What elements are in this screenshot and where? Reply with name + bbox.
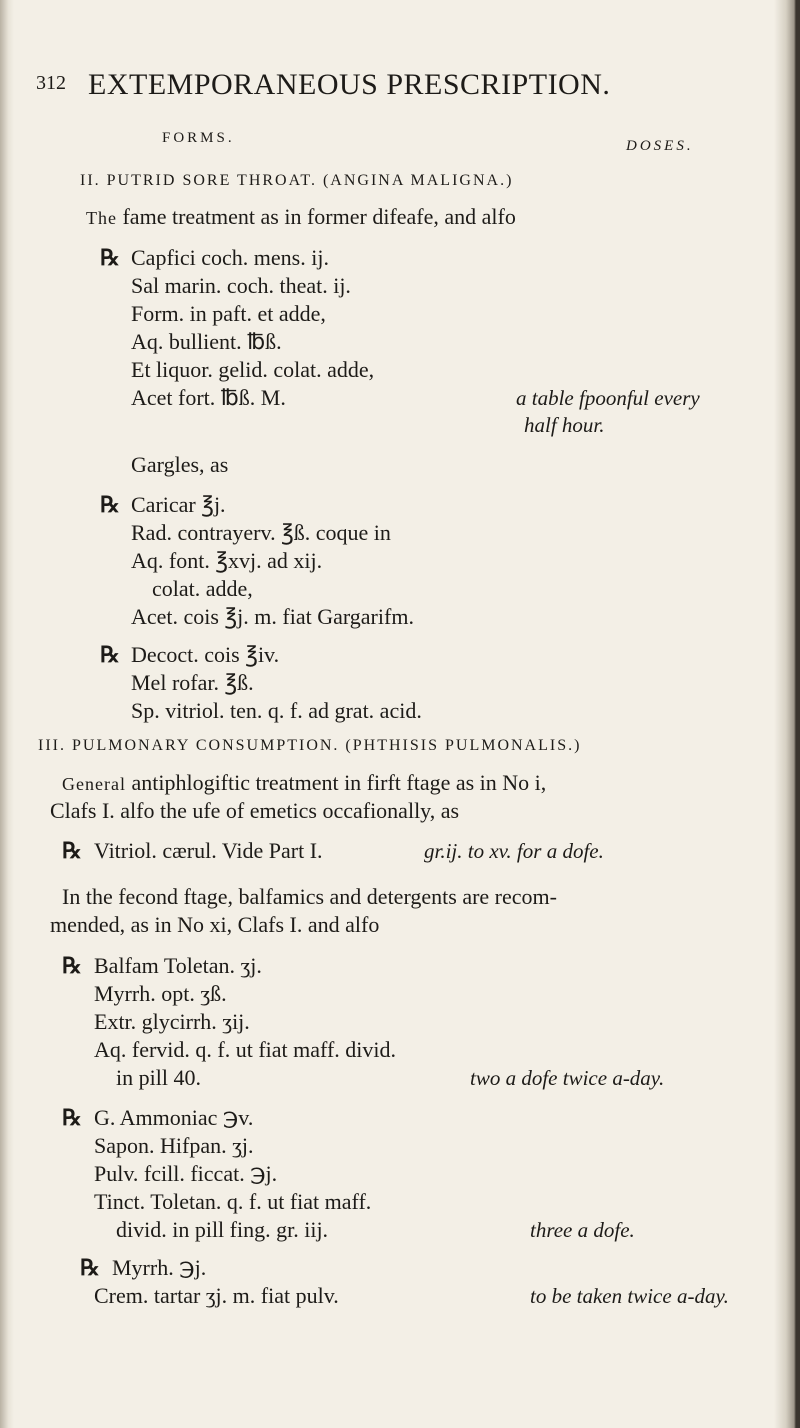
rx1-dose: half hour. (524, 413, 605, 437)
rx5-line: Myrrh. opt. ʒß. (94, 981, 227, 1006)
general-rest: antiphlogiftic treatment in firft ftage as in No i, (125, 770, 547, 795)
rx1-line: Acet fort. ℔ß. M. (131, 385, 286, 410)
recipe-symbol: ℞ (62, 953, 82, 978)
recipe-symbol: ℞ (100, 642, 120, 667)
rx7-dose: to be taken twice a-day. (530, 1284, 729, 1308)
rx4-text: Vitriol. cærul. Vide Part I. (94, 838, 323, 863)
section-iii-general-line2: Clafs I. alfo the ufe of emetics occafionally, as (50, 798, 460, 823)
rx6-line: G. Ammoniac ℈v. (94, 1105, 254, 1130)
section-ii-intro (86, 204, 516, 230)
recipe-symbol: ℞ (80, 1255, 100, 1280)
rx6-line: Tinct. Toletan. q. f. ut fiat maff. (94, 1189, 372, 1214)
rx2-line: Caricar ℥j. (131, 492, 226, 517)
rx6-line: divid. in pill fing. gr. iij. (116, 1217, 329, 1242)
rx6-line: Sapon. Hifpan. ʒj. (94, 1133, 254, 1158)
recipe-symbol: ℞ (100, 245, 120, 270)
page-right-edge (774, 0, 800, 1428)
rx7-line: Myrrh. ℈j. (112, 1255, 207, 1280)
rx1-line: Sal marin. coch. theat. ij. (131, 273, 351, 298)
rx5-line: in pill 40. (116, 1065, 201, 1090)
section-heading-putrid-sore-throat: II. PUTRID SORE THROAT. (ANGINA MALIGNA.) (80, 172, 514, 189)
rx5-line: Aq. fervid. q. f. ut fiat maff. divid. (94, 1037, 397, 1062)
rx3-line: Sp. vitriol. ten. q. f. ad grat. acid. (131, 698, 422, 723)
intro-rest: fame treatment as in former difeafe, and alfo (116, 204, 516, 229)
column-head-forms: FORMS. (162, 130, 235, 146)
rx4-dose: gr.ij. to xv. for a dofe. (424, 839, 604, 863)
section-heading-pulmonary-consumption: III. PULMONARY CONSUMPTION. (PHTHISIS PULMONALIS.) (38, 737, 582, 754)
rx3-line: Mel rofar. ℥ß. (131, 670, 254, 695)
rx7-line: Crem. tartar ʒj. m. fiat pulv. (94, 1283, 339, 1308)
rx5-dose: two a dofe twice a-day. (470, 1066, 665, 1090)
general-lead: General (62, 774, 126, 794)
intro-lead: The (86, 208, 117, 228)
rx6-dose: three a dofe. (530, 1218, 635, 1242)
column-head-doses: DOSES. (626, 138, 694, 154)
rx1-line: Capfici coch. mens. ij. (131, 245, 329, 270)
recipe-symbol: ℞ (62, 838, 82, 863)
page-left-edge (0, 0, 14, 1428)
rx2-line: colat. adde, (152, 576, 253, 601)
rx2-line: Acet. cois ℥j. m. fiat Gargarifm. (131, 604, 414, 629)
rx1-line: Aq. bullient. ℔ß. (131, 329, 282, 354)
rx2-line: Aq. font. ℥xvj. ad xij. (131, 548, 323, 573)
running-head: EXTEMPORANEOUS PRESCRIPTION. (88, 68, 611, 101)
rx2-line: Rad. contrayerv. ℥ß. coque in (131, 520, 391, 545)
second-stage-line: In the fecond ftage, balfamics and detergents are recom- (62, 884, 557, 909)
section-iii-general (62, 770, 546, 796)
rx1-dose: a table fpoonful every (516, 386, 700, 410)
rx3-line: Decoct. cois ℥iv. (131, 642, 280, 667)
rx6-line: Pulv. fcill. ficcat. ℈j. (94, 1161, 278, 1186)
recipe-symbol: ℞ (62, 1105, 82, 1130)
rx1-line: Et liquor. gelid. colat. adde, (131, 357, 375, 382)
second-stage-line: mended, as in No xi, Clafs I. and alfo (50, 912, 380, 937)
rx5-line: Extr. glycirrh. ʒij. (94, 1009, 250, 1034)
page-number: 312 (36, 72, 66, 94)
rx5-line: Balfam Toletan. ʒj. (94, 953, 262, 978)
rx1-line: Form. in paft. et adde, (131, 301, 326, 326)
gargles-label: Gargles, as (131, 452, 229, 477)
recipe-symbol: ℞ (100, 492, 120, 517)
